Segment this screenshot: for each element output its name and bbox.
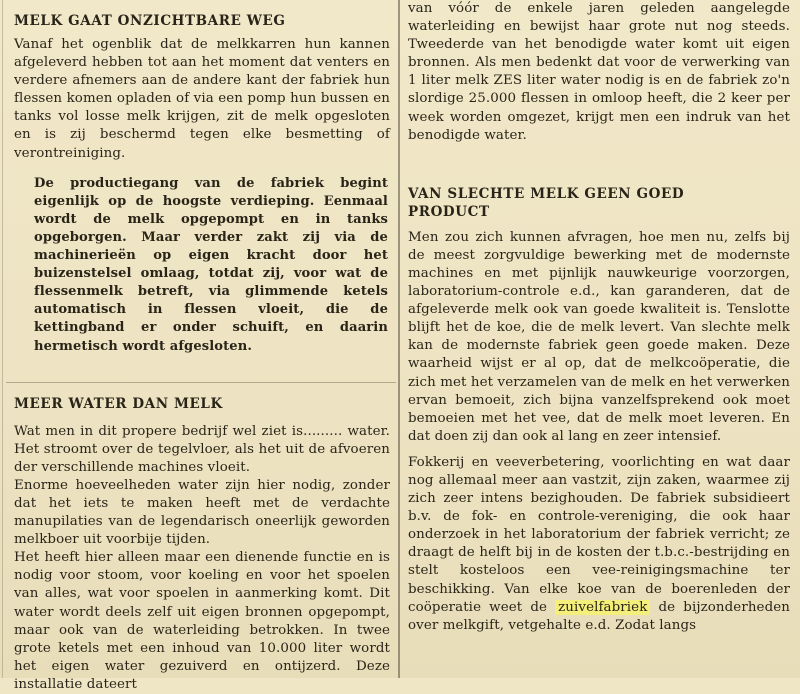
highlighted-word-zuivelfabriek: zuivelfabriek xyxy=(555,600,650,615)
left-column xyxy=(6,0,396,692)
paragraph-water-tegelvloer: Wat men in dit propere bedrijf wel ziet is......... water. Het stroomt over de tegelvloer, als het uit de afvoeren der verschillende machines vloeit. xyxy=(14,423,390,475)
paragraph-dienende-functie: Het heeft hier alleen maar een dienende functie en is nodig voor stoom, voor koeling en voor het spoelen van alles, wat voor spoelen in aanmerking komt. Dit water wordt deels zelf uit eigen bronnen opgepompt, maar ook van de waterleiding betrokken. In twee grote ketels met een inhoud van 10.000 liter wordt het eigen water gezuiverd en ontijzerd. Deze installatie dateert xyxy=(14,550,390,692)
left-edge-rule xyxy=(2,0,3,678)
paragraph-intro: Vanaf het ogenblik dat de melkkarren hun kannen afgeleverd hebben tot aan het moment dat venters en verdere afnemers aan de andere kant der fabriek hun flessen komen opladen of via een pomp hun bussen en tanks vol losse melk krijgen, zit de melk opgesloten en is zij beschermd tegen elke besmetting of verontreiniging. xyxy=(14,37,390,161)
paragraph-afvragen: Men zou zich kunnen afvragen, hoe men nu, zelfs bij de meest zorgvuldige bewerking met de modernste machines en met pijnlijk nauwkeurige voorzorgen, laboratorium-controle e.d., kan garanderen, dat de afgeleverde melk ook van goede kwaliteit is. Tenslotte blijft het de koe, die de melk levert. Van slechte melk kan de modernste fabriek geen goede maken. Deze waarheid wijst er al op, dat de melkcoöperatie, die zich met het verzamelen van de melk en het verwerken ervan bemoeit, zich bijna vanzelfsprekend ook moet bemoeien met het vee, dat de melk moet leveren. En dat doen zij dan ook al lang en zeer intensief. xyxy=(408,229,790,444)
heading-melk-gaat-onzichtbare-weg: MELK GAAT ONZICHTBARE WEG xyxy=(14,13,286,29)
right-column xyxy=(404,0,796,678)
fokkerij-text-before: Fokkerij en veeverbetering, voorlichting en wat daar nog allemaal meer aan vastzit, zijn zaken, waarmee zij zich zeer intens bezighouden. De fabriek subsidieert b.v. de fok- en controle-vereniging, die ook haar onderzoek in het laboratorium der fabriek verricht; ze draagt de helft bij in de kosten der t.b.c.-bestrijding en stelt kosteloos een vee-reinigingsmachine ter beschikking. Van elke koe van de boerenleden der coöperatie weet de xyxy=(408,454,790,615)
heading-van-slechte-melk: VAN SLECHTE MELK GEEN GOED PRODUCT xyxy=(408,185,685,220)
fokkerij-text-after: de bijzonderheden over melkgift, vetgehalte e.d. Zodat langs xyxy=(408,599,791,633)
paragraph-fokkerij xyxy=(408,454,790,635)
column-divider xyxy=(398,0,400,678)
section-divider xyxy=(6,382,396,383)
paragraph-enorme-hoeveelheden: Enorme hoeveelheden water zijn hier nodig, zonder dat het iets te maken heeft met de verdachte manupilaties van de legendarisch oneerlijk geworden melkboer uit voorbije tijden. xyxy=(14,477,390,548)
paragraph-productiegang: De productiegang van de fabriek begint eigenlijk op de hoogste verdieping. Eenmaal wordt de melk opgepompt en in tanks opgeborgen. Maar verder zakt zij via de machinerieën op eigen kracht door het buizenstelsel omlaag, totdat zij, voor wat de flessenmelk betreft, via glimmende ketels automatisch in flessen vloeit, die de kettingband er onder schuift, en daarin hermetisch wordt afgesloten. xyxy=(34,175,388,354)
paragraph-waterleiding: van vóór de enkele jaren geleden aangelegde waterleiding en bewijst haar grote nut nog steeds. Tweederde van het benodigde water komt uit eigen bronnen. Als men bedenkt dat voor de verwerking van 1 liter melk ZES liter water nodig is en de fabriek zo'n slordige 25.000 flessen in omloop heeft, die 2 keer per week worden omgezet, krijgt men een indruk van het benodigde water. xyxy=(408,1,790,143)
heading-meer-water-dan-melk: MEER WATER DAN MELK xyxy=(14,395,223,412)
